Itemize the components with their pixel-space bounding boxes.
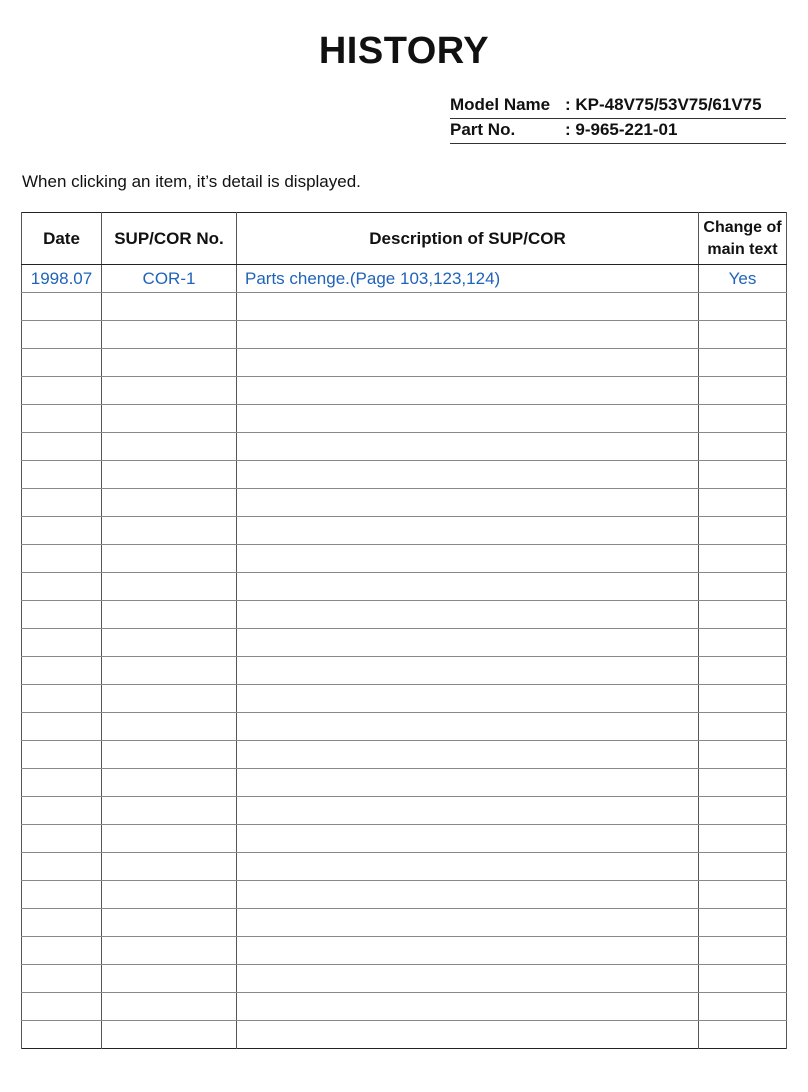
row-description-cell[interactable]: Parts chenge.(Page 103,123,124) [237, 265, 699, 293]
table-row-empty [22, 853, 787, 881]
row-date-cell [22, 573, 102, 601]
row-sup-cor-cell [102, 937, 237, 965]
row-change-cell [699, 1021, 787, 1049]
row-sup-cor-cell [102, 321, 237, 349]
row-date-cell [22, 657, 102, 685]
row-change-cell [699, 853, 787, 881]
row-change-cell [699, 601, 787, 629]
row-sup-cor-cell [102, 881, 237, 909]
part-number-value: : 9-965-221-01 [565, 120, 678, 139]
row-date-cell [22, 797, 102, 825]
row-sup-cor-cell [102, 573, 237, 601]
row-date-cell [22, 461, 102, 489]
row-sup-cor-cell [102, 293, 237, 321]
table-row-empty [22, 545, 787, 573]
row-sup-cor-cell [102, 825, 237, 853]
table-row-empty [22, 937, 787, 965]
row-date-cell [22, 741, 102, 769]
table-row-empty [22, 321, 787, 349]
intro-text: When clicking an item, it’s detail is displayed. [22, 172, 361, 191]
row-date-cell [22, 825, 102, 853]
row-change-cell [699, 321, 787, 349]
table-row-empty [22, 601, 787, 629]
row-change-cell [699, 293, 787, 321]
row-date-cell [22, 545, 102, 573]
row-sup-cor-cell [102, 993, 237, 1021]
row-change-cell [699, 685, 787, 713]
table-row-empty [22, 685, 787, 713]
row-description-cell [237, 993, 699, 1021]
row-description-cell [237, 825, 699, 853]
row-date-cell [22, 321, 102, 349]
row-description-cell [237, 909, 699, 937]
row-description-cell [237, 433, 699, 461]
row-description-cell [237, 377, 699, 405]
table-row-empty [22, 993, 787, 1021]
row-date-cell [22, 293, 102, 321]
row-description-cell [237, 629, 699, 657]
row-change-cell [699, 825, 787, 853]
row-sup-cor-cell [102, 909, 237, 937]
change-header-line2: main text [707, 240, 778, 258]
row-change-cell [699, 881, 787, 909]
row-description-cell [237, 657, 699, 685]
row-sup-cor-cell [102, 685, 237, 713]
table-row-empty [22, 657, 787, 685]
row-change-cell [699, 657, 787, 685]
table-row-empty [22, 461, 787, 489]
row-sup-cor-cell [102, 545, 237, 573]
row-change-cell [699, 461, 787, 489]
row-description-cell [237, 769, 699, 797]
row-description-cell [237, 321, 699, 349]
table-row-empty [22, 881, 787, 909]
description-column-header: Description of SUP/COR [237, 213, 699, 265]
part-number-label: Part No. [450, 120, 516, 139]
row-sup-cor-cell [102, 769, 237, 797]
page-title: HISTORY [318, 30, 490, 72]
row-sup-cor-cell [102, 349, 237, 377]
sup-cor-column-header: SUP/COR No. [102, 213, 237, 265]
table-row-empty [22, 405, 787, 433]
row-date-cell [22, 937, 102, 965]
row-date-cell [22, 965, 102, 993]
row-date-cell [22, 769, 102, 797]
row-date-cell [22, 713, 102, 741]
row-date-cell [22, 405, 102, 433]
row-description-cell [237, 573, 699, 601]
row-date-cell[interactable]: 1998.07 [22, 265, 102, 293]
row-sup-cor-cell [102, 517, 237, 545]
row-sup-cor-cell [102, 405, 237, 433]
part-number-row [450, 119, 786, 144]
row-change-cell [699, 349, 787, 377]
row-change-cell [699, 405, 787, 433]
change-of-main-text-column-header [699, 213, 787, 265]
model-name-label: Model Name [450, 95, 551, 114]
row-description-cell [237, 881, 699, 909]
history-table-body [22, 265, 787, 1049]
row-description-cell [237, 545, 699, 573]
table-row-empty [22, 825, 787, 853]
date-column-header: Date [22, 213, 102, 265]
row-date-cell [22, 629, 102, 657]
row-change-cell [699, 993, 787, 1021]
row-description-cell [237, 965, 699, 993]
row-date-cell [22, 909, 102, 937]
row-sup-cor-cell [102, 853, 237, 881]
row-sup-cor-cell [102, 377, 237, 405]
row-change-cell [699, 629, 787, 657]
row-date-cell [22, 685, 102, 713]
row-change-cell [699, 517, 787, 545]
table-row-empty [22, 629, 787, 657]
row-date-cell [22, 993, 102, 1021]
row-description-cell [237, 293, 699, 321]
table-row-empty [22, 377, 787, 405]
row-sup-cor-cell [102, 489, 237, 517]
table-row-empty [22, 1021, 787, 1049]
row-description-cell [237, 601, 699, 629]
row-description-cell [237, 741, 699, 769]
row-description-cell [237, 937, 699, 965]
row-sup-cor-cell [102, 461, 237, 489]
table-row-empty [22, 797, 787, 825]
table-row-empty [22, 713, 787, 741]
row-sup-cor-cell [102, 797, 237, 825]
row-date-cell [22, 349, 102, 377]
row-sup-cor-cell [102, 741, 237, 769]
row-description-cell [237, 685, 699, 713]
row-change-cell [699, 965, 787, 993]
row-change-cell [699, 769, 787, 797]
row-sup-cor-cell [102, 713, 237, 741]
row-change-cell [699, 797, 787, 825]
row-description-cell [237, 489, 699, 517]
table-row-empty [22, 349, 787, 377]
row-description-cell [237, 349, 699, 377]
row-change-cell [699, 573, 787, 601]
row-description-cell [237, 517, 699, 545]
table-header-row [22, 213, 787, 265]
row-description-cell [237, 713, 699, 741]
row-change-cell [699, 713, 787, 741]
model-name-value: : KP-48V75/53V75/61V75 [565, 95, 762, 114]
row-change-cell[interactable]: Yes [699, 265, 787, 293]
document-meta [450, 94, 786, 144]
row-description-cell [237, 405, 699, 433]
row-change-cell [699, 741, 787, 769]
row-change-cell [699, 937, 787, 965]
model-name-row [450, 94, 786, 119]
row-sup-cor-cell [102, 657, 237, 685]
row-date-cell [22, 881, 102, 909]
row-sup-cor-cell[interactable]: COR-1 [102, 265, 237, 293]
row-date-cell [22, 489, 102, 517]
row-sup-cor-cell [102, 965, 237, 993]
row-change-cell [699, 489, 787, 517]
row-sup-cor-cell [102, 1021, 237, 1049]
row-description-cell [237, 853, 699, 881]
history-table [21, 212, 787, 1049]
table-row-empty [22, 433, 787, 461]
row-change-cell [699, 545, 787, 573]
table-row-empty [22, 293, 787, 321]
row-change-cell [699, 377, 787, 405]
row-sup-cor-cell [102, 601, 237, 629]
row-sup-cor-cell [102, 629, 237, 657]
row-description-cell [237, 1021, 699, 1049]
row-change-cell [699, 433, 787, 461]
row-date-cell [22, 377, 102, 405]
row-date-cell [22, 433, 102, 461]
table-row[interactable] [22, 265, 787, 293]
row-sup-cor-cell [102, 433, 237, 461]
table-row-empty [22, 965, 787, 993]
change-header-line1: Change of [703, 218, 782, 236]
row-date-cell [22, 601, 102, 629]
table-row-empty [22, 909, 787, 937]
table-row-empty [22, 489, 787, 517]
table-row-empty [22, 769, 787, 797]
row-description-cell [237, 461, 699, 489]
row-change-cell [699, 909, 787, 937]
table-row-empty [22, 517, 787, 545]
row-description-cell [237, 797, 699, 825]
row-date-cell [22, 1021, 102, 1049]
row-date-cell [22, 853, 102, 881]
table-row-empty [22, 573, 787, 601]
row-date-cell [22, 517, 102, 545]
table-row-empty [22, 741, 787, 769]
